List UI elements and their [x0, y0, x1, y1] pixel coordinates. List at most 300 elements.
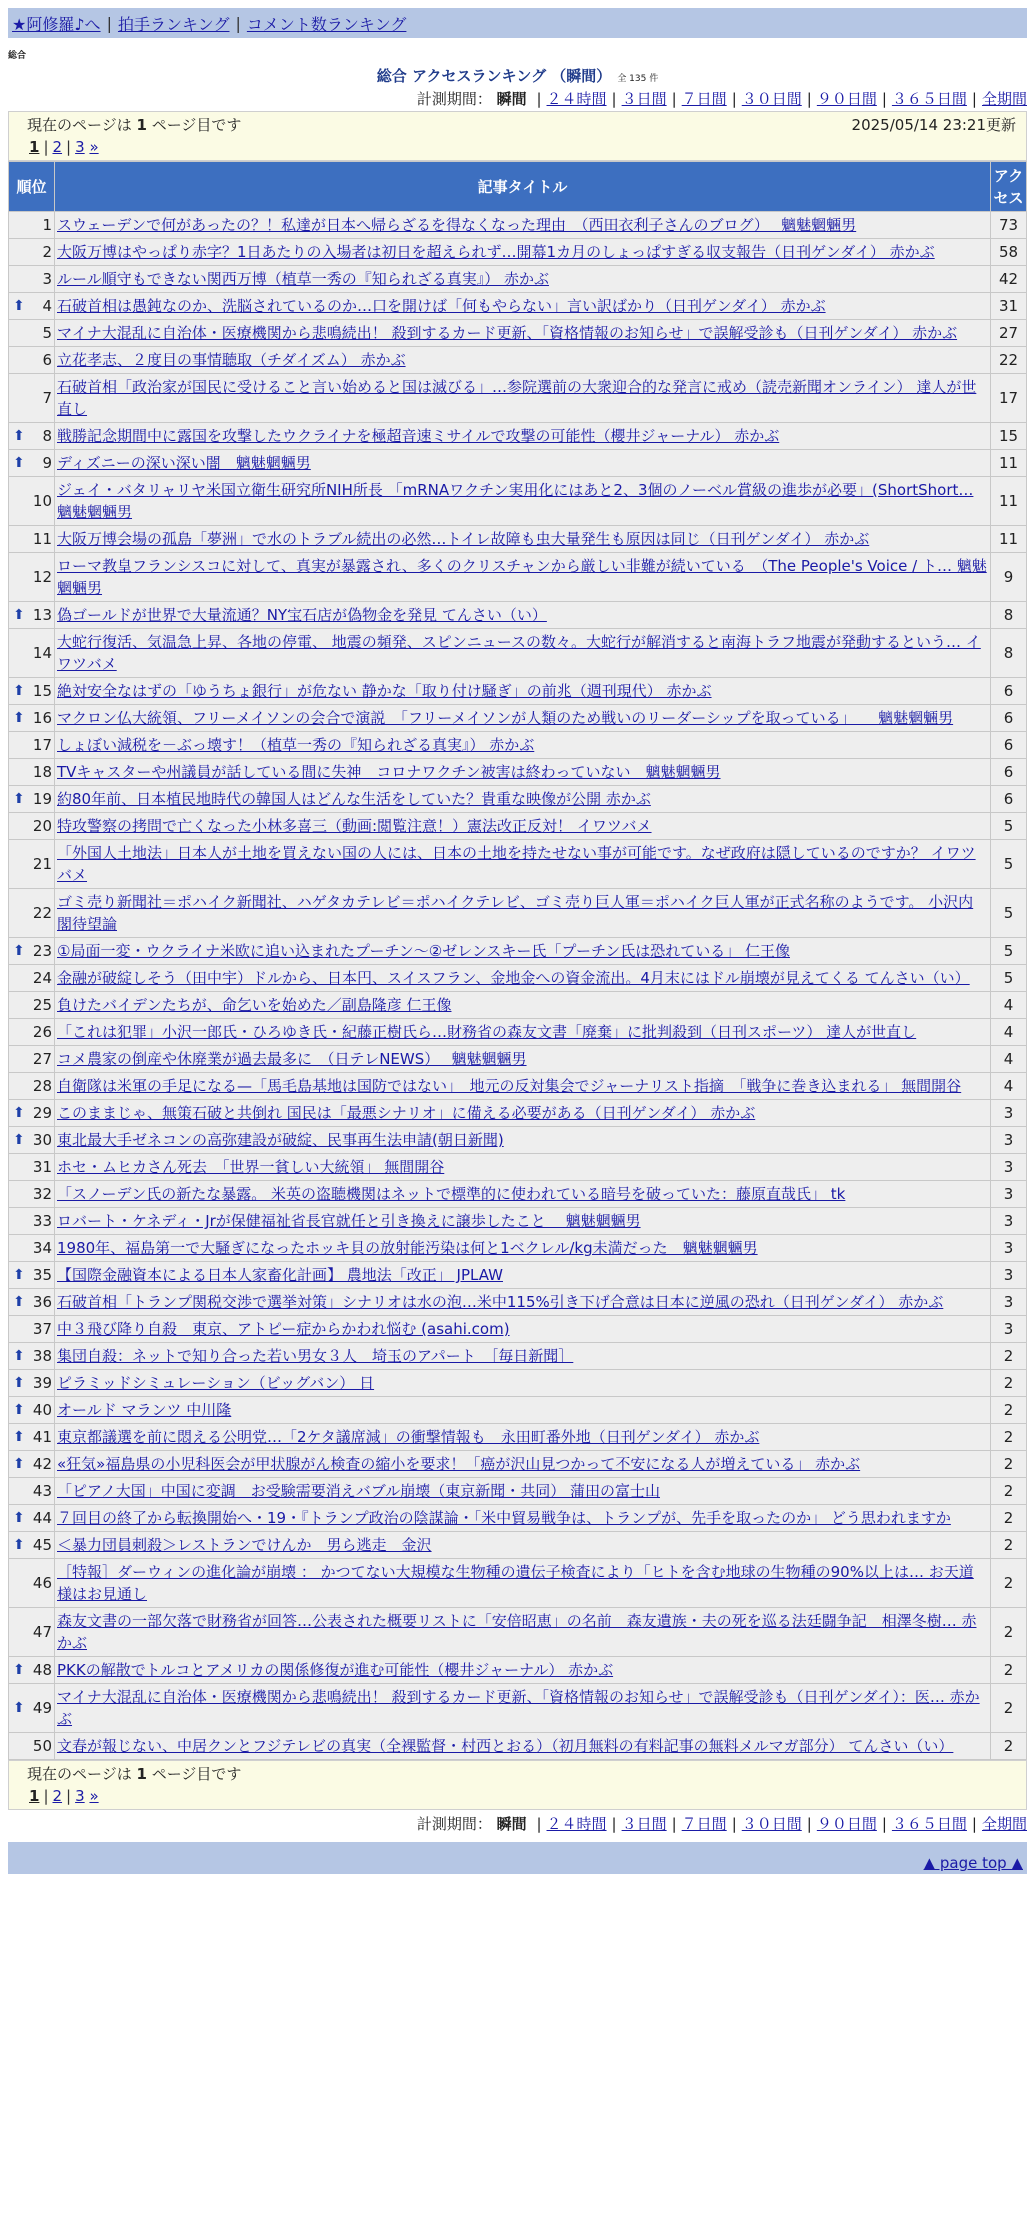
rank-number: 50 [32, 1737, 52, 1755]
access-count: 5 [991, 840, 1027, 889]
access-count: 2 [991, 1451, 1027, 1478]
article-title-link[interactable]: 石破首相「トランプ関税交渉で選挙対策」シナリオは水の泡…米中115%引き下げ合意は日本に逆風の恐れ（日刊ゲンダイ） 赤かぶ [57, 1293, 944, 1311]
rank-cell [9, 1073, 55, 1100]
period-option-link[interactable]: ７日間 [681, 90, 727, 108]
rank-cell [9, 705, 55, 732]
rank-number: 19 [32, 790, 52, 808]
title-cell [55, 374, 991, 423]
rank-number: 14 [32, 644, 52, 662]
rank-number: 30 [32, 1131, 52, 1149]
rank-up-arrow-icon: ⬆ [13, 791, 25, 807]
period-separator: | [971, 90, 977, 108]
access-count: 2 [991, 1478, 1027, 1505]
rank-up-arrow-icon: ⬆ [13, 1294, 25, 1310]
access-count: 11 [991, 477, 1027, 526]
article-title-link[interactable]: «狂気»福島県の小児科医会が甲状腺がん検査の縮小を要求！「癌が沢山見つかって不安になる人が増えている」 赤かぶ [57, 1455, 861, 1473]
access-count: 9 [991, 553, 1027, 602]
title-cell [55, 477, 991, 526]
table-row [9, 602, 1027, 629]
access-count: 4 [991, 1019, 1027, 1046]
table-row [9, 526, 1027, 553]
article-title-link[interactable]: 自衛隊は米軍の手足になる—「馬毛島基地は国防ではない」 地元の反対集会でジャーナリスト指摘 「戦争に巻き込まれる」 無間開谷 [57, 1077, 962, 1095]
title-cell [55, 705, 991, 732]
rank-number: 6 [42, 351, 52, 369]
period-separator: | [671, 1815, 677, 1833]
article-title-link[interactable]: 金融が破綻しそう（田中宇）ドルから、日本円、スイスフラン、金地金への資金流出。4月末にはドル崩壊が見えてくる てんさい（い） [57, 969, 970, 987]
article-title-link[interactable]: 大蛇行復活、気温急上昇、各地の停電、 地震の頻発、スピンニュースの数々。大蛇行が解消すると南海トラフ地震が発動するという… イワツバメ [57, 633, 981, 673]
rank-cell [9, 347, 55, 374]
article-title-link[interactable]: ローマ教皇フランシスコに対して、真実が暴露され、多くのクリスチャンから厳しい非難が続いている （The People's Voice / ト… 魑魅魍魎男 [57, 557, 987, 597]
title-cell [55, 786, 991, 813]
rank-cell [9, 266, 55, 293]
article-title-link[interactable]: 「これは犯罪」小沢一郎氏・ひろゆき氏・紀藤正樹氏ら…財務省の森友文書「廃棄」に批判殺到（日刊スポーツ） 達人が世直し [57, 1023, 917, 1041]
table-row [9, 450, 1027, 477]
rank-number: 33 [32, 1212, 52, 1230]
period-label: 計測期間： [416, 1815, 492, 1833]
rank-up-arrow-icon: ⬆ [13, 1700, 25, 1716]
pager-page-link[interactable]: 2 [52, 1787, 63, 1805]
rank-cell [9, 678, 55, 705]
nav-separator: | [235, 13, 241, 33]
rank-number: 27 [32, 1050, 52, 1068]
rank-number: 24 [32, 969, 52, 987]
rank-number: 43 [32, 1482, 52, 1500]
article-title-link[interactable]: ディズニーの深い深い闇 魑魅魍魎男 [57, 454, 311, 472]
rank-number: 49 [32, 1699, 52, 1717]
header-rank: 順位 [9, 162, 55, 212]
title-cell [55, 450, 991, 477]
article-title-link[interactable]: 負けたバイデンたちが、命乞いを始めた／副島隆彦 仁王像 [57, 996, 452, 1014]
rank-number: 21 [32, 855, 52, 873]
comment-ranking-link[interactable]: コメント数ランキング [246, 14, 407, 34]
top-nav-bar [8, 8, 1027, 38]
page-title: 総合 アクセスランキング （瞬間） [376, 67, 612, 85]
table-row [9, 1559, 1027, 1608]
table-row [9, 678, 1027, 705]
header-access: アクセス [991, 162, 1027, 212]
rank-number: 9 [42, 454, 52, 472]
rank-up-arrow-icon: ⬆ [13, 428, 25, 444]
table-row [9, 629, 1027, 678]
rank-number: 48 [32, 1661, 52, 1679]
rank-number: 29 [32, 1104, 52, 1122]
rank-up-arrow-icon: ⬆ [13, 1375, 25, 1391]
article-title-link[interactable]: 「スノーデン氏の新たな暴露。 米英の盗聴機関はネットで標準的に使われている暗号を破っていた：藤原直哉氏」 tk [57, 1185, 846, 1203]
article-title-link[interactable]: 絶対安全なはずの「ゆうちょ銀行」が危ない 静かな「取り付け騒ぎ」の前兆（週刊現代） 赤かぶ [57, 682, 712, 700]
access-count: 4 [991, 1046, 1027, 1073]
table-row [9, 1397, 1027, 1424]
article-title-link[interactable]: マイナ大混乱に自治体・医療機関から悲鳴続出！ 殺到するカード更新、「資格情報のお知らせ」で誤解受診も（日刊ゲンダイ） 赤かぶ [57, 324, 958, 342]
rank-up-arrow-icon: ⬆ [13, 1537, 25, 1553]
table-row [9, 759, 1027, 786]
title-cell [55, 678, 991, 705]
access-count: 27 [991, 320, 1027, 347]
title-cell [55, 1424, 991, 1451]
rank-cell [9, 1154, 55, 1181]
table-row [9, 477, 1027, 526]
table-row [9, 1424, 1027, 1451]
access-count: 2 [991, 1608, 1027, 1657]
pager-next-link[interactable]: » [89, 1787, 99, 1805]
period-separator: | [881, 90, 887, 108]
table-row [9, 1505, 1027, 1532]
table-row [9, 965, 1027, 992]
article-title-link[interactable]: ７回目の終了から転換開始へ・19・『トランプ政治の陰謀論・「米中貿易戦争は、トランプが、先手を取ったのか」 どう思われますか [57, 1509, 951, 1527]
rank-number: 25 [32, 996, 52, 1014]
title-cell [55, 1019, 991, 1046]
article-title-link[interactable]: 戦勝記念期間中に露国を攻撃したウクライナを極超音速ミサイルで攻撃の可能性（櫻井ジャーナル） 赤かぶ [57, 427, 780, 445]
article-title-link[interactable]: ルール順守もできない関西万博（植草一秀の『知られざる真実』） 赤かぶ [57, 270, 549, 288]
title-cell [55, 1289, 991, 1316]
period-separator: | [731, 90, 737, 108]
rank-number: 44 [32, 1509, 52, 1527]
article-title-link[interactable]: 約80年前、日本植民地時代の韓国人はどんな生活をしていた？貴重な映像が公開 赤かぶ [57, 790, 651, 808]
table-row [9, 1684, 1027, 1733]
rank-cell [9, 1684, 55, 1733]
article-title-link[interactable]: このままじゃ、無策石破と共倒れ 国民は「最悪シナリオ」に備える必要がある（日刊ゲンダイ） 赤かぶ [57, 1104, 756, 1122]
period-option-link[interactable]: ３６５日間 [891, 90, 967, 108]
title-cell [55, 266, 991, 293]
access-count: 6 [991, 759, 1027, 786]
table-row [9, 1019, 1027, 1046]
period-option-link[interactable]: ３日間 [621, 90, 667, 108]
table-row [9, 992, 1027, 1019]
article-title-link[interactable]: 大阪万博はやっぱり赤字？1日あたりの入場者は初日を超えられず…開幕1カ月のしょっぱすぎる収支報告（日刊ゲンダイ） 赤かぶ [57, 243, 935, 261]
title-cell [55, 1370, 991, 1397]
period-separator: | [671, 90, 677, 108]
rank-cell [9, 1424, 55, 1451]
rank-cell [9, 1262, 55, 1289]
period-links [531, 90, 1027, 108]
access-count: 42 [991, 266, 1027, 293]
period-separator: | [536, 90, 542, 108]
title-cell [55, 293, 991, 320]
rank-up-arrow-icon: ⬆ [13, 710, 25, 726]
title-cell [55, 1073, 991, 1100]
period-label: 計測期間： [416, 90, 492, 108]
title-cell [55, 1046, 991, 1073]
current-page-number: 1 [136, 116, 147, 134]
rank-cell [9, 1451, 55, 1478]
access-count: 3 [991, 1127, 1027, 1154]
pager-current-page: 1 [29, 1787, 40, 1805]
access-count: 15 [991, 423, 1027, 450]
rank-number: 39 [32, 1374, 52, 1392]
title-cell [55, 320, 991, 347]
article-title-link[interactable]: コメ農家の倒産や休廃業が過去最多に （日テレNEWS） 魑魅魍魎男 [57, 1050, 527, 1068]
rank-number: 8 [42, 427, 52, 445]
article-title-link[interactable]: PKKの解散でトルコとアメリカの関係修復が進む可能性（櫻井ジャーナル） 赤かぶ [57, 1661, 614, 1679]
rank-number: 10 [32, 492, 52, 510]
rank-number: 5 [42, 324, 52, 342]
table-row [9, 347, 1027, 374]
rank-cell [9, 293, 55, 320]
title-cell [55, 1559, 991, 1608]
article-title-link[interactable]: 集団自殺：ネットで知り合った若い男女３人 埼玉のアパート ［毎日新聞］ [57, 1347, 574, 1365]
current-page-number: 1 [136, 1765, 147, 1783]
title-cell [55, 1684, 991, 1733]
rank-number: 7 [42, 389, 52, 407]
article-title-link[interactable]: マイナ大混乱に自治体・医療機関から悲鳴続出！ 殺到するカード更新、「資格情報のお知らせ」で誤解受診も（日刊ゲンダイ）：医… 赤かぶ [57, 1688, 980, 1728]
page-title-line [8, 65, 1027, 87]
title-cell [55, 1608, 991, 1657]
table-row [9, 732, 1027, 759]
article-title-link[interactable]: 特攻警察の拷問で亡くなった小林多喜三（動画:閲覧注意！）憲法改正反対！ イワツバメ [57, 817, 652, 835]
access-count: 2 [991, 1343, 1027, 1370]
rank-cell [9, 374, 55, 423]
period-separator: | [731, 1815, 737, 1833]
access-count: 5 [991, 965, 1027, 992]
period-separator: | [806, 1815, 812, 1833]
period-option-link[interactable]: 全期間 [981, 90, 1027, 108]
period-option-link[interactable]: ２４時間 [546, 90, 607, 108]
access-count: 5 [991, 813, 1027, 840]
article-title-link[interactable]: 東京都議選を前に悶える公明党…「2ケタ議席減」の衝撃情報も 永田町番外地（日刊ゲンダイ） 赤かぶ [57, 1428, 760, 1446]
rank-cell [9, 732, 55, 759]
current-page-text [27, 114, 241, 136]
rank-cell [9, 1181, 55, 1208]
rank-cell [9, 1343, 55, 1370]
page-top-link[interactable]: ▲ page top ▲ [923, 1854, 1023, 1872]
access-count: 4 [991, 1073, 1027, 1100]
pager-page-link[interactable]: 3 [75, 1787, 85, 1805]
period-separator: | [536, 1815, 542, 1833]
period-option-link[interactable]: ９０日間 [816, 1815, 877, 1833]
article-title-link[interactable]: オールド マランツ 中川隆 [57, 1401, 232, 1419]
period-option-link[interactable]: ３６５日間 [891, 1815, 967, 1833]
rank-up-arrow-icon: ⬆ [13, 1510, 25, 1526]
access-count: 6 [991, 732, 1027, 759]
title-cell [55, 553, 991, 602]
rank-cell [9, 239, 55, 266]
title-cell [55, 889, 991, 938]
rank-cell [9, 1397, 55, 1424]
pager-separator: | [43, 138, 49, 156]
rank-up-arrow-icon: ⬆ [13, 1662, 25, 1678]
rank-number: 47 [32, 1623, 52, 1641]
current-page-prefix: 現在のページは [27, 1765, 132, 1783]
access-count: 2 [991, 1684, 1027, 1733]
table-row [9, 705, 1027, 732]
access-count: 31 [991, 293, 1027, 320]
applause-ranking-link[interactable]: 拍手ランキング [117, 14, 230, 34]
period-option-link[interactable]: 全期間 [981, 1815, 1027, 1833]
rank-cell [9, 992, 55, 1019]
table-row [9, 374, 1027, 423]
title-cell [55, 423, 991, 450]
rank-cell [9, 1532, 55, 1559]
rank-number: 41 [32, 1428, 52, 1446]
access-count: 8 [991, 629, 1027, 678]
title-cell [55, 1154, 991, 1181]
access-count: 2 [991, 1424, 1027, 1451]
article-title-link[interactable]: 石破首相は愚鈍なのか、洗脳されているのか…口を開けば「何もやらない」言い訳ばかり（日刊ゲンダイ） 赤かぶ [57, 297, 826, 315]
access-count: 3 [991, 1262, 1027, 1289]
table-row [9, 1046, 1027, 1073]
title-cell [55, 813, 991, 840]
pager-next-link[interactable]: » [89, 138, 99, 156]
pagination-top [27, 136, 1016, 158]
table-row [9, 1608, 1027, 1657]
article-title-link[interactable]: 【国際金融資本による日本人家畜化計画】 農地法「改正」 JPLAW [57, 1266, 503, 1284]
rank-up-arrow-icon: ⬆ [13, 1402, 25, 1418]
table-row [9, 1532, 1027, 1559]
rank-cell [9, 759, 55, 786]
article-title-link[interactable]: TVキャスターや州議員が話している間に失神 コロナワクチン被害は終わっていない 魑魅魍魎男 [57, 763, 721, 781]
current-page-suffix: ページ目です [151, 1765, 242, 1783]
ranking-table-body [9, 212, 1027, 1760]
rank-cell [9, 1019, 55, 1046]
rank-up-arrow-icon: ⬆ [13, 607, 25, 623]
access-count: 3 [991, 1154, 1027, 1181]
rank-cell [9, 1608, 55, 1657]
period-option-link[interactable]: ７日間 [681, 1815, 727, 1833]
article-title-link[interactable]: 石破首相「政治家が国民に受けること言い始めると国は滅びる」…参院選前の大衆迎合的な発言に戒め（読売新聞オンライン） 達人が世直し [57, 378, 977, 418]
footer-bar [8, 1842, 1027, 1874]
access-count: 5 [991, 938, 1027, 965]
article-title-link[interactable]: ①局面一変・ウクライナ米欧に追い込まれたプーチン～②ゼレンスキー氏「プーチン氏は恐れている」 仁王像 [57, 942, 790, 960]
article-title-link[interactable]: しょぼい減税を－ぶっ壊す！（植草一秀の『知られざる真実』） 赤かぶ [57, 736, 535, 754]
article-title-link[interactable]: ジェイ・バタリャリヤ米国立衛生研究所NIH所長 「mRNAワクチン実用化にはあと2、3個のノーベル賞級の進歩が必要」(ShortShort… 魑魅魍魎男 [57, 481, 974, 521]
rank-up-arrow-icon: ⬆ [13, 298, 25, 314]
title-cell [55, 759, 991, 786]
page-info-box-bottom [8, 1760, 1027, 1810]
access-count: 6 [991, 705, 1027, 732]
rank-up-arrow-icon: ⬆ [13, 455, 25, 471]
article-title-link[interactable]: ＜暴力団員刺殺＞レストランでけんか 男ら逃走 金沢 [57, 1536, 432, 1554]
table-row [9, 1343, 1027, 1370]
title-cell [55, 1532, 991, 1559]
article-title-link[interactable]: 中３飛び降り自殺 東京、アトピー症からかわれ悩む (asahi.com) [57, 1320, 510, 1338]
article-title-link[interactable]: ピラミッドシミュレーション（ビッグバン） 日 [57, 1374, 375, 1392]
title-cell [55, 1235, 991, 1262]
page-info-box [8, 111, 1027, 161]
rank-number: 2 [42, 243, 52, 261]
rank-cell [9, 1235, 55, 1262]
table-row [9, 786, 1027, 813]
rank-number: 42 [32, 1455, 52, 1473]
period-selector-bottom [8, 1812, 1027, 1836]
article-title-link[interactable]: 立花孝志、２度目の事情聴取（チダイズム） 赤かぶ [57, 351, 406, 369]
rank-cell [9, 840, 55, 889]
article-title-link[interactable]: 「ピアノ大国」中国に変調 お受験需要消えバブル崩壊（東京新聞・共同） 蒲田の富士山 [57, 1482, 660, 1500]
table-row [9, 1100, 1027, 1127]
table-row [9, 1127, 1027, 1154]
title-cell [55, 526, 991, 553]
article-title-link[interactable]: マクロン仏大統領、フリーメイソンの会合で演説 「フリーメイソンが人類のため戦いのリーダーシップを取っている」 魑魅魍魎男 [57, 709, 954, 727]
pagination-bottom [27, 1785, 1016, 1807]
access-count: 2 [991, 1397, 1027, 1424]
article-title-link[interactable]: 森友文書の一部欠落で財務省が回答…公表された概要リストに「安倍昭恵」の名前 森友遺族・夫の死を巡る法廷闘争記 相澤冬樹… 赤かぶ [57, 1612, 977, 1652]
access-count: 2 [991, 1657, 1027, 1684]
title-cell [55, 1208, 991, 1235]
rank-number: 46 [32, 1574, 52, 1592]
rank-cell [9, 965, 55, 992]
rank-number: 32 [32, 1185, 52, 1203]
table-row [9, 1733, 1027, 1760]
rank-cell [9, 813, 55, 840]
title-cell [55, 1343, 991, 1370]
article-title-link[interactable]: 偽ゴールドが世界で大量流通？NY宝石店が偽物金を発見 てんさい（い） [57, 606, 547, 624]
article-title-link[interactable]: 東北最大手ゼネコンの高弥建設が破綻、民事再生法申請(朝日新聞) [57, 1131, 504, 1149]
title-cell [55, 1505, 991, 1532]
rank-cell [9, 629, 55, 678]
article-title-link[interactable]: ホセ・ムヒカさん死去 「世界一貧しい大統領」 無間開谷 [57, 1158, 445, 1176]
rank-cell [9, 1208, 55, 1235]
table-row [9, 320, 1027, 347]
rank-cell [9, 1657, 55, 1684]
table-row [9, 1073, 1027, 1100]
access-count: 5 [991, 889, 1027, 938]
rank-number: 3 [42, 270, 52, 288]
title-cell [55, 1478, 991, 1505]
period-selector-top [8, 87, 1027, 111]
title-cell [55, 1181, 991, 1208]
period-current: 瞬間 [496, 90, 527, 108]
rank-up-arrow-icon: ⬆ [13, 1456, 25, 1472]
rank-number: 31 [32, 1158, 52, 1176]
rank-cell [9, 1127, 55, 1154]
title-cell [55, 732, 991, 759]
rank-number: 18 [32, 763, 52, 781]
rank-up-arrow-icon: ⬆ [13, 943, 25, 959]
table-row [9, 1208, 1027, 1235]
article-title-link[interactable]: 文春が報じない、中居クンとフジテレビの真実（全裸監督・村西とおる）（初月無料の有料記事の無料メルマガ部分） てんさい（い） [57, 1737, 954, 1755]
home-link[interactable]: ★阿修羅♪へ [12, 14, 101, 34]
article-title-link[interactable]: 「外国人土地法」日本人が土地を買えない国の人には、日本の土地を持たせない事が可能です。なぜ政府は隠しているのですか？ イワツバメ [57, 844, 976, 884]
table-row [9, 293, 1027, 320]
access-count: 8 [991, 602, 1027, 629]
article-title-link[interactable]: ロバート・ケネディ・Jrが保健福祉省長官就任と引き換えに譲歩したこと 魑魅魍魎男 [57, 1212, 641, 1230]
rank-cell [9, 477, 55, 526]
pager-page-link[interactable]: 3 [75, 138, 85, 156]
rank-cell [9, 526, 55, 553]
article-title-link[interactable]: 大阪万博会場の孤島「夢洲」で水のトラブル続出の必然…トイレ故障も虫大量発生も原因は同じ（日刊ゲンダイ） 赤かぶ [57, 530, 870, 548]
rank-number: 45 [32, 1536, 52, 1554]
access-count: 73 [991, 212, 1027, 239]
access-count: 3 [991, 1235, 1027, 1262]
article-title-link[interactable]: ゴミ売り新聞社＝ポハイク新聞社、ハゲタカテレビ＝ポハイクテレビ、ゴミ売り巨人軍＝ポハイク巨人軍が正式名称のようです。 小沢内閣待望論 [57, 893, 974, 933]
access-count: 11 [991, 450, 1027, 477]
table-row [9, 553, 1027, 602]
table-row [9, 1262, 1027, 1289]
title-cell [55, 1657, 991, 1684]
pager-page-link[interactable]: 2 [52, 138, 63, 156]
table-row [9, 840, 1027, 889]
rank-up-arrow-icon: ⬆ [13, 1348, 25, 1364]
updated-timestamp: 2025/05/14 23:21更新 [851, 116, 1016, 134]
article-title-link[interactable]: スウェーデンで何があったの？！私達が日本へ帰らざるを得なくなった理由 （西田衣利子さんのブログ） 魑魅魍魎男 [57, 216, 857, 234]
rank-cell [9, 1289, 55, 1316]
access-count: 2 [991, 1532, 1027, 1559]
pager-separator: | [66, 138, 72, 156]
period-option-link[interactable]: ３０日間 [741, 90, 802, 108]
rank-number: 22 [32, 904, 52, 922]
article-title-link[interactable]: ［特報］ダーウィンの進化論が崩壊 ： かつてない大規模な生物種の遺伝子検査により「ヒトを含む地球の生物種の90%以上は… お天道様はお見通し [57, 1563, 974, 1603]
title-cell [55, 1397, 991, 1424]
rank-cell [9, 1100, 55, 1127]
period-option-link[interactable]: ３日間 [621, 1815, 667, 1833]
ranking-table [8, 161, 1027, 1760]
title-cell [55, 965, 991, 992]
period-option-link[interactable]: ２４時間 [546, 1815, 607, 1833]
table-row [9, 1478, 1027, 1505]
period-option-link[interactable]: ９０日間 [816, 90, 877, 108]
period-option-link[interactable]: ３０日間 [741, 1815, 802, 1833]
rank-cell [9, 1316, 55, 1343]
article-title-link[interactable]: 1980年、福島第一で大騒ぎになったホッキ貝の放射能汚染は何と1ベクレル/kg未満だった 魑魅魍魎男 [57, 1239, 758, 1257]
rank-up-arrow-icon: ⬆ [13, 1267, 25, 1283]
